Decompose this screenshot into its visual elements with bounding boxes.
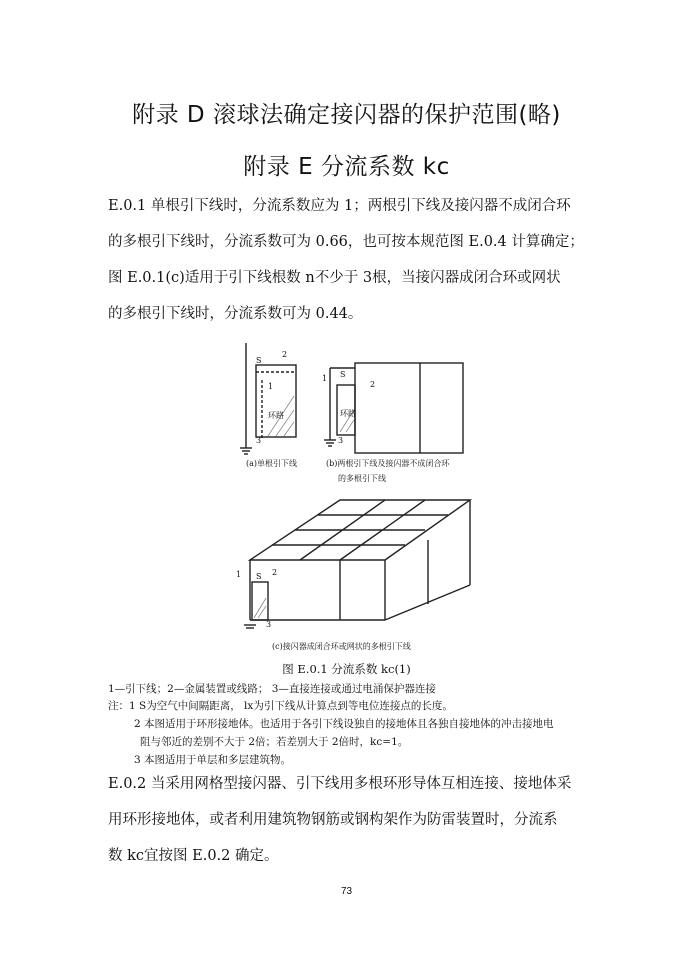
fig-b-label-2: 2 (370, 380, 376, 389)
para1-line: E.0.1 单根引下线时，分流系数应为 1；两根引下线及接闪器不成闭合环 (108, 198, 571, 214)
note-3: 3 本图适用于单层和多层建筑物。 (134, 754, 292, 766)
appendix-d-heading: 附录 D 滚球法确定接闪器的保护范围(略) (132, 102, 561, 128)
para2-line: 用环形接地体，或者利用建筑物钢筋或钢构架作为防雷装置时，分流系 (108, 812, 558, 828)
para1-line: 的多根引下线时，分流系数可为 0.44。 (108, 306, 363, 322)
appendix-e-title: 分流系数 kc (320, 154, 450, 180)
fig-b-label-3: 3 (338, 436, 344, 445)
para1-line: 的多根引下线时，分流系数可为 0.66，也可按本规范图 E.0.4 计算确定； (108, 234, 584, 250)
fig-c-label-2: 2 (272, 568, 278, 577)
fig-b-subcaption-line2: 的多根引下线 (338, 474, 386, 483)
fig-a-label-2: 2 (282, 350, 288, 359)
fig-a-subcaption: (a)单根引下线 (246, 459, 298, 468)
fig-a-label-s: S (256, 356, 262, 365)
fig-a-label-1: 1 (268, 382, 274, 391)
fig-a-label-3: 3 (256, 436, 262, 445)
appendix-e-prefix: 附录 E (243, 154, 321, 180)
figure-caption: 图 E.0.1 分流系数 kc(1) (282, 662, 411, 676)
fig-c-subcaption: (c)接闪器成闭合环或网状的多根引下线 (272, 642, 411, 651)
fig-b-label-s: S (340, 370, 346, 379)
fig-b-subcaption-line1: (b)两根引下线及接闪器不成闭合环 (326, 459, 450, 468)
page-number: 73 (340, 886, 353, 897)
fig-c-metal-structure (252, 582, 268, 620)
figure-legend: 1—引下线；2—金属装置或线路； 3—直接连接或通过电涌保护器连接 (108, 683, 436, 695)
fig-c-label-3: 3 (266, 620, 272, 629)
note-1: 注：1 S为空气中间隔距离， lx为引下线从计算点到等电位连接点的长度。 (108, 700, 453, 712)
fig-b-label-ring: 环路 (340, 409, 356, 418)
para2-line: E.0.2 当采用网格型接闪器、引下线用多根环形导体互相连接、接地体采 (108, 776, 572, 792)
para2-line: 数 kc宜按图 E.0.2 确定。 (108, 848, 279, 864)
fig-b-label-1: 1 (322, 374, 328, 383)
fig-b-frame (355, 363, 463, 453)
paragraph-e02 (108, 766, 608, 874)
fig-a-label-ring: 环路 (268, 411, 284, 420)
note-2-line2: 阻与邻近的差别不大于 2倍；若差别大于 2倍时，kc=1。 (140, 736, 409, 748)
note-2-line1: 2 本图适用于环形接地体。也适用于各引下线设独自的接地体且各独自接地体的冲击接地电 (134, 718, 554, 730)
para1-line: 图 E.0.1(c)适用于引下线根数 n不少于 3根，当接闪器成闭合环或网状 (108, 270, 561, 286)
fig-c-label-s: S (256, 572, 262, 581)
fig-c-label-1: 1 (236, 570, 242, 579)
